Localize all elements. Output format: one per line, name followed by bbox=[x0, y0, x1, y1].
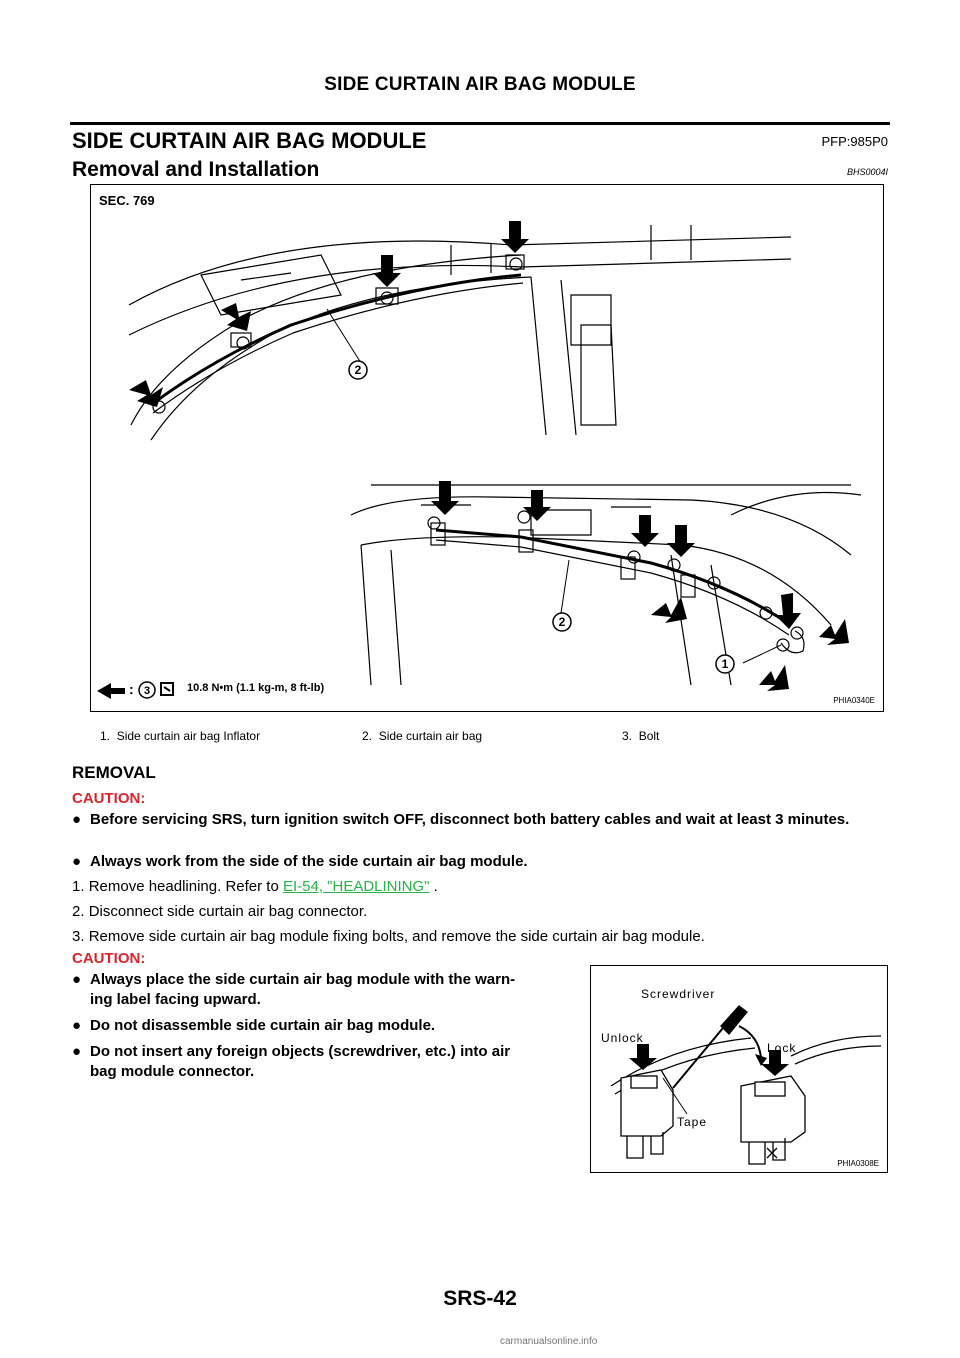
torque-colon: : bbox=[129, 681, 134, 697]
airbag-diagram bbox=[91, 185, 884, 712]
unlock-label: Unlock bbox=[601, 1031, 644, 1045]
caution-label-2: CAUTION: bbox=[72, 950, 146, 967]
legend-item-2: 2. Side curtain air bag bbox=[362, 729, 483, 743]
caution-item: ● Before servicing SRS, turn ignition switch OFF, disconnect both battery cables and wait at least 3 minutes. bbox=[72, 811, 850, 828]
subsection-code: BHS0004I bbox=[846, 167, 888, 177]
unlock-arrow-icon bbox=[629, 1044, 657, 1070]
figure-removal-installation bbox=[90, 184, 884, 712]
removal-heading: REMOVAL bbox=[72, 763, 156, 782]
caution-item: ● Do not insert any foreign objects (screwdriver, etc.) into air bag module connector. bbox=[72, 1043, 511, 1080]
legend-item-3: 3. Bolt bbox=[622, 729, 660, 743]
step-2: 2. Disconnect side curtain air bag connector. bbox=[72, 903, 368, 920]
lock-label: Lock bbox=[767, 1041, 797, 1055]
step-3: 3. Remove side curtain air bag module fixing bolts, and remove the side curtain air bag module. bbox=[72, 928, 705, 945]
connector-diagram bbox=[591, 966, 888, 1173]
callout-labels bbox=[355, 363, 729, 671]
torque-callout-num: 3 bbox=[143, 685, 151, 697]
figure-connector bbox=[590, 965, 888, 1173]
bullet-icon: ● bbox=[72, 971, 82, 988]
screwdriver-icon bbox=[721, 1006, 747, 1034]
callout-circles bbox=[349, 361, 734, 673]
lower-view bbox=[351, 485, 861, 685]
caution-label: CAUTION: bbox=[72, 790, 146, 807]
bullet-icon: ● bbox=[72, 811, 82, 828]
step-1: 1. Remove headlining. Refer to EI-54, "HEADLINING" . bbox=[72, 878, 438, 895]
pfp-code: PFP:985P0 bbox=[821, 134, 888, 149]
screwdriver-label: Screwdriver bbox=[641, 987, 716, 1001]
legend-item-1: 1. Side curtain air bag Inflator bbox=[100, 729, 261, 743]
lower-arrows bbox=[431, 481, 849, 691]
callout-1: 1 bbox=[721, 657, 729, 671]
torque-arrow-icon bbox=[97, 683, 125, 699]
watermark: carmanualsonline.info bbox=[500, 1336, 598, 1347]
upper-view bbox=[129, 225, 791, 440]
callout-2-upper: 2 bbox=[354, 363, 362, 377]
caution-item: ● Do not disassemble side curtain air bag module. bbox=[72, 1017, 436, 1034]
page-number: SRS-42 bbox=[443, 1287, 517, 1310]
subsection-title: Removal and Installation bbox=[72, 158, 320, 181]
tape-label: Tape bbox=[677, 1115, 708, 1129]
caution-item: ● Always work from the side of the side curtain air bag module. bbox=[72, 853, 528, 870]
torque-legend bbox=[97, 681, 173, 699]
figure2-id: PHIA0308E bbox=[837, 1159, 879, 1168]
headlining-link[interactable]: EI-54, "HEADLINING" bbox=[282, 878, 430, 895]
torque-spec: 10.8 N•m (1.1 kg-m, 8 ft-lb) bbox=[187, 682, 325, 694]
callout-2-lower: 2 bbox=[558, 615, 566, 629]
wrench-icon bbox=[161, 683, 173, 695]
running-head: SIDE CURTAIN AIR BAG MODULE bbox=[324, 74, 636, 95]
bullet-icon: ● bbox=[72, 1017, 82, 1034]
bullet-icon: ● bbox=[72, 1043, 82, 1060]
header-rule bbox=[70, 122, 890, 125]
sec-label: SEC. 769 bbox=[99, 193, 155, 208]
caution-item: ● Always place the side curtain air bag module with the warn- ing label facing upward. bbox=[72, 971, 516, 1008]
bullet-icon: ● bbox=[72, 853, 82, 870]
figure1-id: PHIA0340E bbox=[833, 696, 875, 705]
section-title: SIDE CURTAIN AIR BAG MODULE bbox=[72, 128, 427, 153]
